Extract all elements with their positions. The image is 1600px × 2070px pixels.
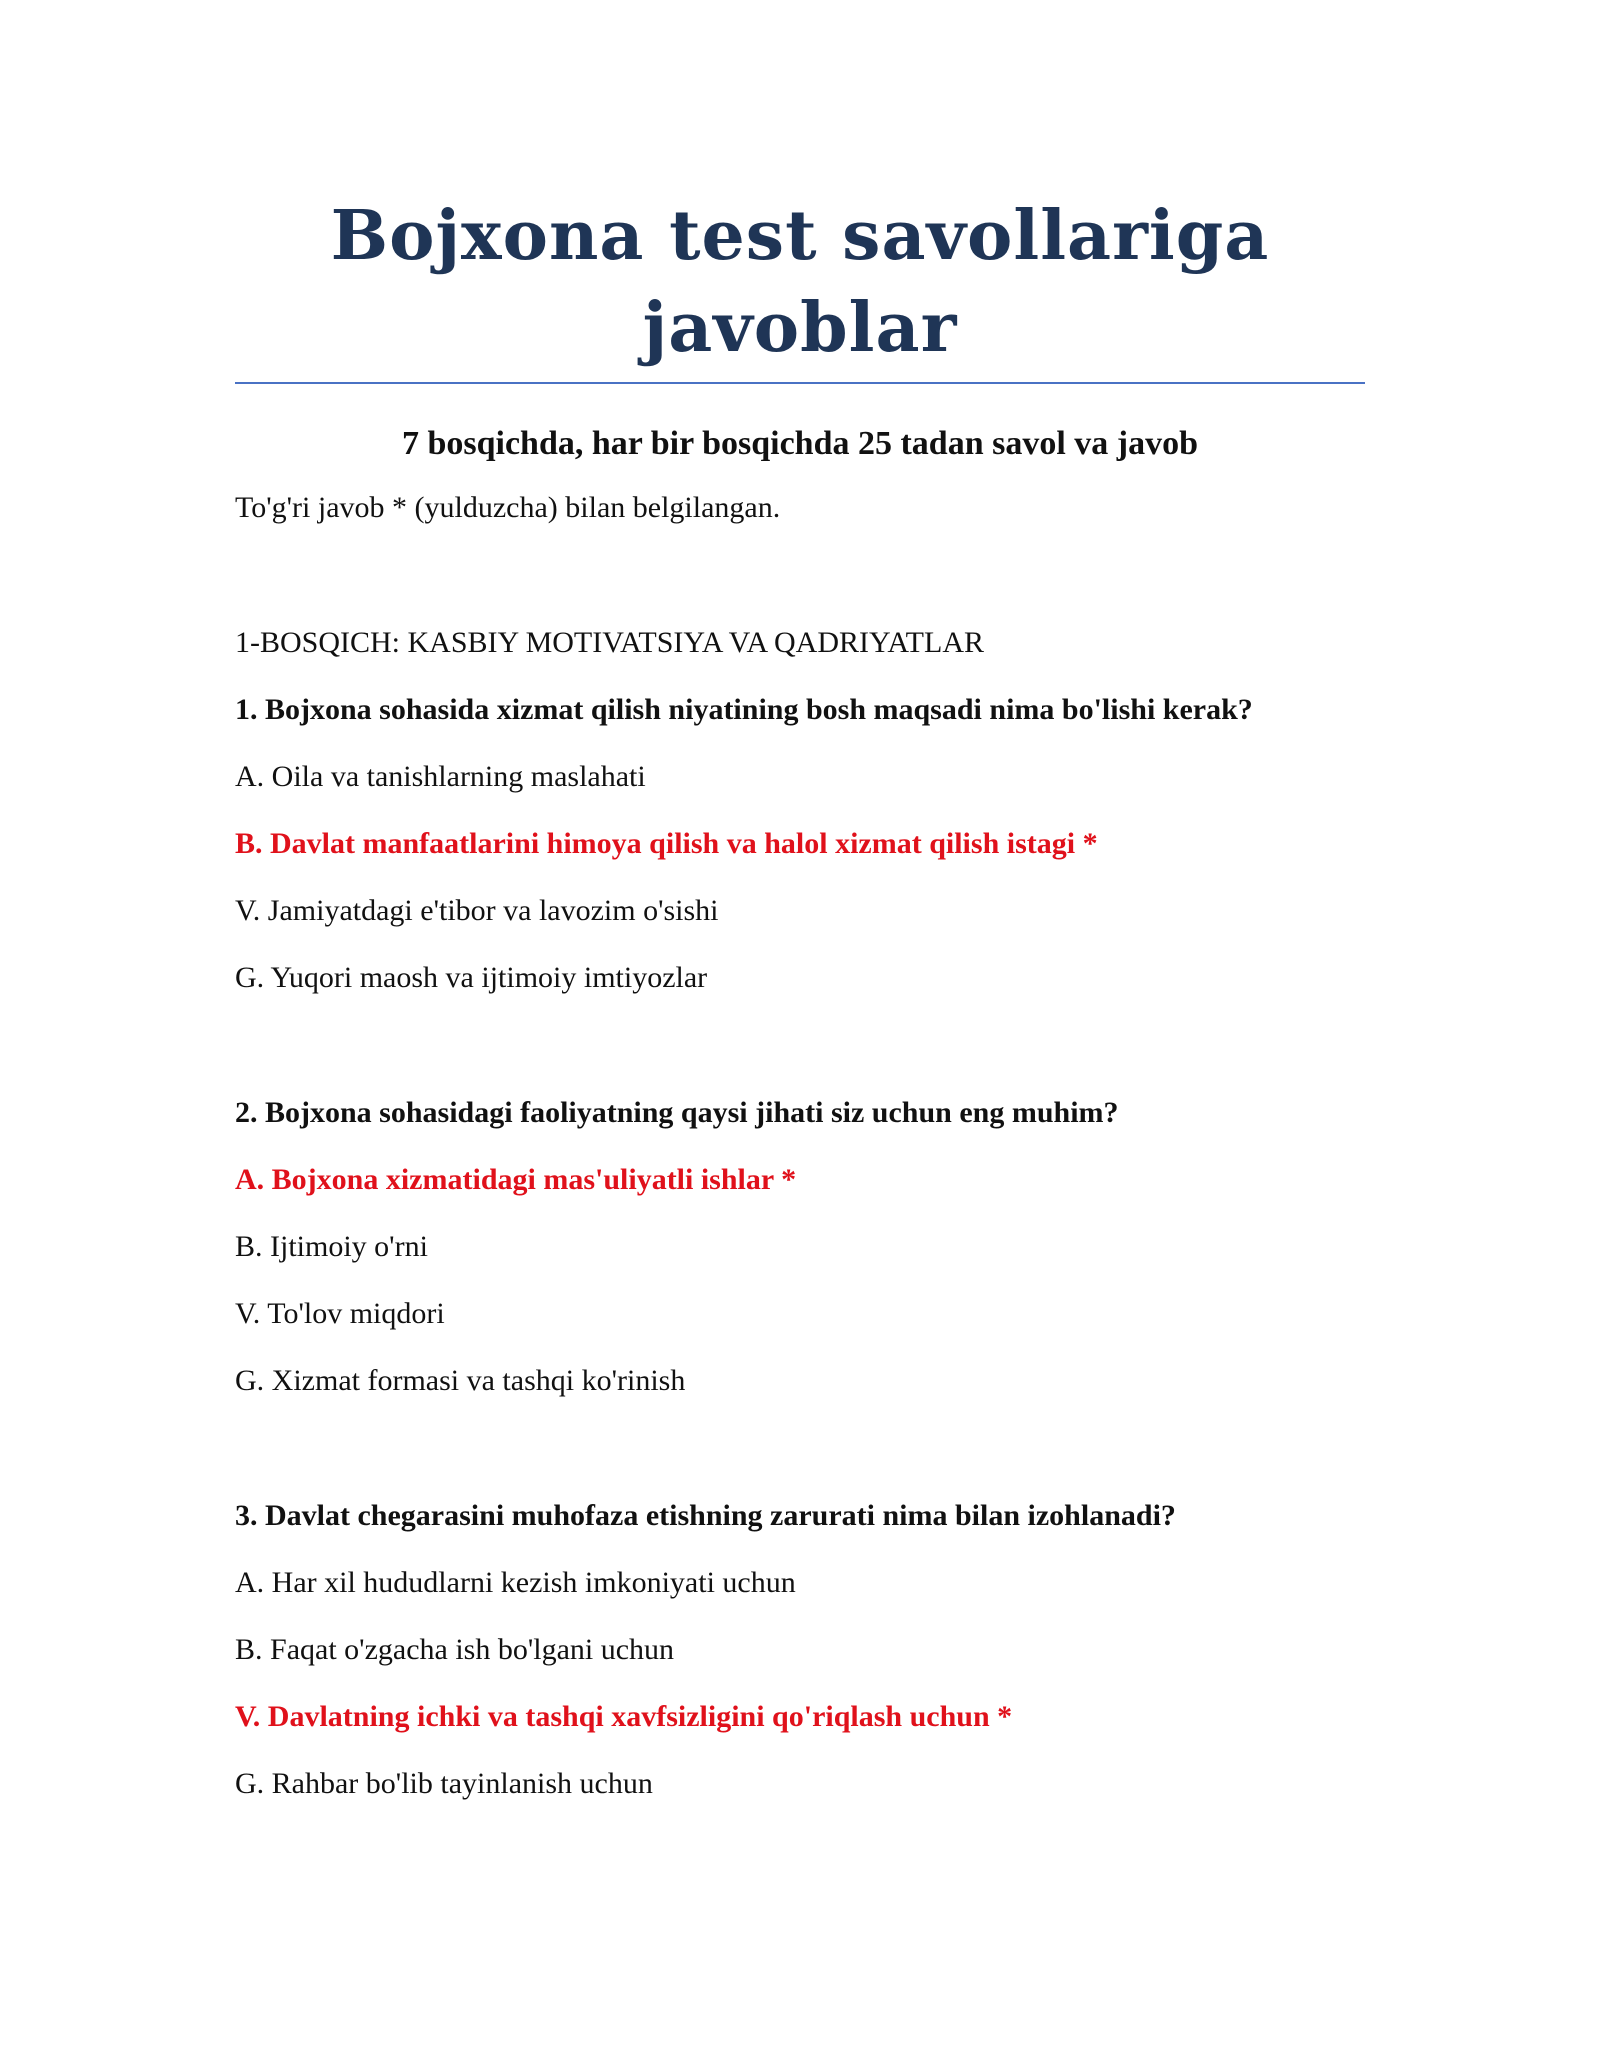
document-title (235, 190, 1365, 374)
question-1: 1. Bojxona sohasida xizmat qilish niyatining bosh maqsadi nima bo'lishi kerak? (235, 693, 1253, 726)
section-title: 1-BOSQICH: KASBIY MOTIVATSIYA VA QADRIYATLAR (235, 626, 984, 659)
question-3-option-a: A. Har xil hududlarni kezish imkoniyati uchun (235, 1566, 796, 1599)
question-3: 3. Davlat chegarasini muhofaza etishning zarurati nima bilan izohlanadi? (235, 1499, 1176, 1532)
title-divider (235, 382, 1365, 384)
question-1-option-a: A. Oila va tanishlarning maslahati (235, 760, 646, 793)
answer-key-note: To'g'ri javob * (yulduzcha) bilan belgilangan. (235, 491, 781, 524)
question-1-option-v: V. Jamiyatdagi e'tibor va lavozim o'sishi (235, 894, 719, 927)
question-3-option-g: G. Rahbar bo'lib tayinlanish uchun (235, 1767, 653, 1800)
question-2-option-b: B. Ijtimoiy o'rni (235, 1230, 428, 1263)
title-line-2: javoblar (642, 288, 958, 368)
document-subtitle: 7 bosqichda, har bir bosqichda 25 tadan savol va javob (401, 425, 1199, 462)
document-page (235, 190, 1365, 1804)
question-2-option-v: V. To'lov miqdori (235, 1297, 445, 1330)
question-3-option-b: B. Faqat o'zgacha ish bo'lgani uchun (235, 1633, 675, 1666)
question-1-option-b-correct: B. Davlat manfaatlarini himoya qilish va halol xizmat qilish istagi * (235, 827, 1098, 860)
question-2: 2. Bojxona sohasidagi faoliyatning qaysi jihati siz uchun eng muhim? (235, 1096, 1119, 1129)
question-2-option-a-correct: A. Bojxona xizmatidagi mas'uliyatli ishlar * (235, 1163, 797, 1196)
question-3-option-v-correct: V. Davlatning ichki va tashqi xavfsizligini qo'riqlash uchun * (235, 1700, 1013, 1733)
question-2-option-g: G. Xizmat formasi va tashqi ko'rinish (235, 1364, 686, 1397)
title-line-1: Bojxona test savollariga (330, 196, 1270, 276)
question-1-option-g: G. Yuqori maosh va ijtimoiy imtiyozlar (235, 961, 708, 994)
